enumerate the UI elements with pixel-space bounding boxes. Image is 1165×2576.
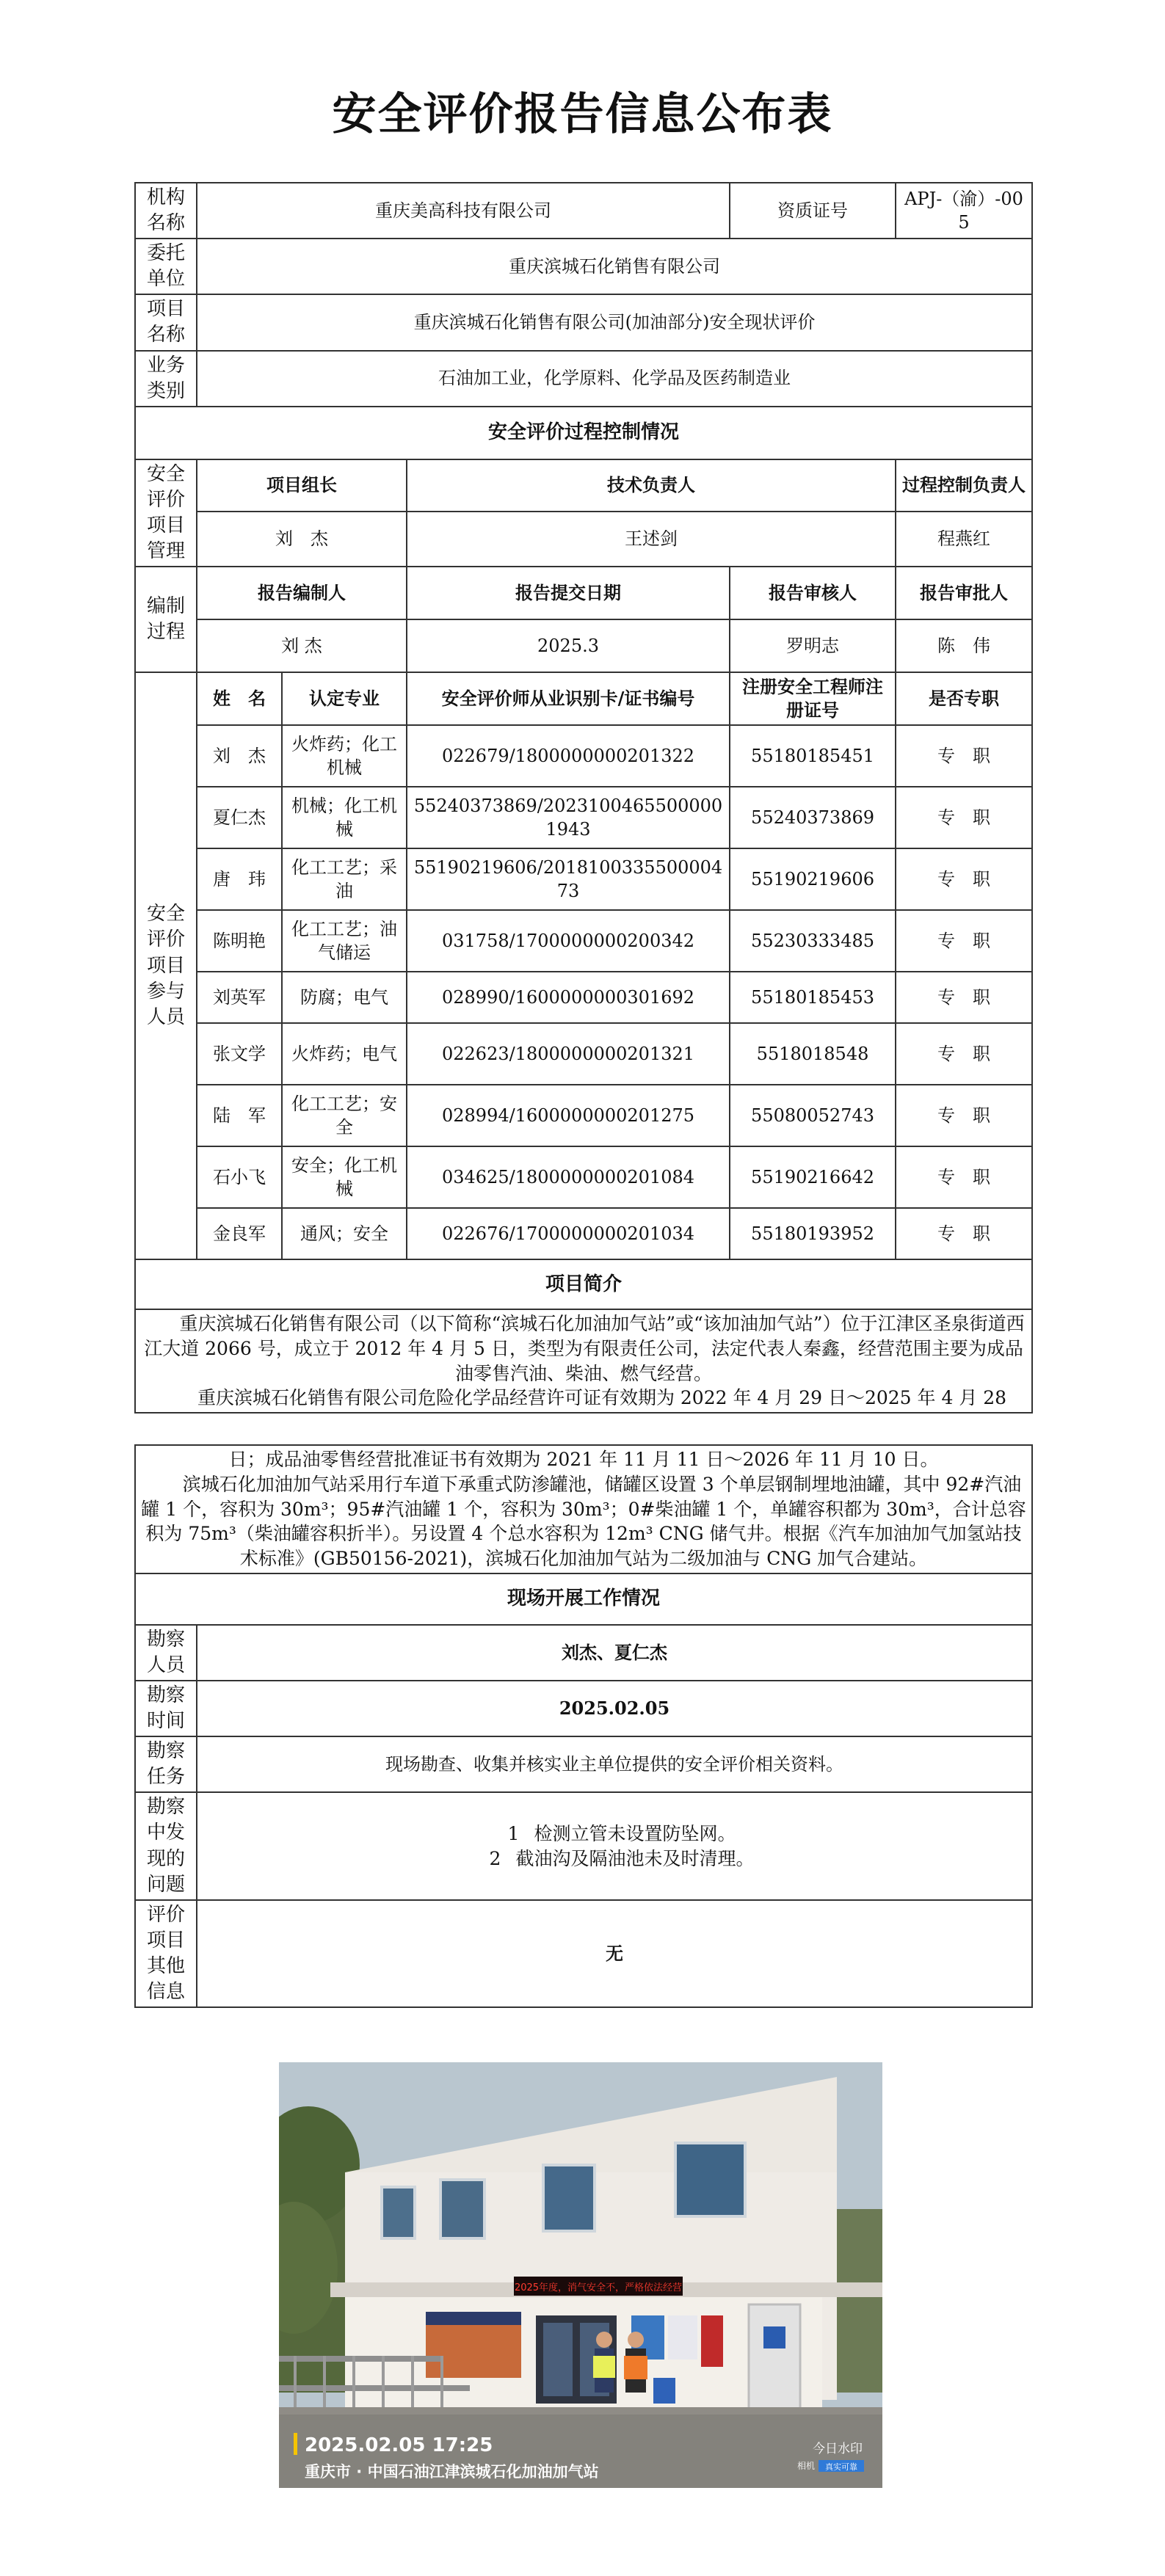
staff-reg: 55180185451	[730, 725, 896, 787]
table-row	[135, 848, 1032, 910]
photo-timestamp: 2025.02.05 17:25	[305, 2434, 493, 2456]
prep-header-approver: 报告审批人	[896, 567, 1032, 619]
staff-major: 机械；化工机械	[282, 787, 407, 848]
intro-paragraph-1: 重庆滨城石化销售有限公司（以下简称“滨城石化加油加气站”或“该加油加气站”）位于江津区圣泉街道西江大道 2066 号，成立于 2012 年 4 月 5 日，类型为有限责任公司，法定代表人秦鑫，经营范围主要为成品油零售汽油、柴油、燃气经营。	[144, 1313, 1025, 1384]
survey-time-value: 2025.02.05	[197, 1681, 1032, 1736]
staff-name: 石小飞	[197, 1146, 282, 1208]
report-info-table-page1	[134, 182, 1033, 1413]
intro-title: 项目简介	[135, 1259, 1032, 1309]
survey-task-value: 现场勘查、收集并核实业主单位提供的安全评价相关资料。	[197, 1736, 1032, 1792]
staff-name: 陈明艳	[197, 910, 282, 972]
client-label: 委托单位	[135, 239, 197, 294]
staff-card: 022623/1800000000201321	[407, 1023, 730, 1085]
mgmt-header-tech: 技术负责人	[407, 459, 896, 512]
staff-card: 028990/1600000000301692	[407, 972, 730, 1023]
table-row	[135, 910, 1032, 972]
surveyors-label: 勘察人员	[135, 1625, 197, 1681]
photo-location: 重庆市 · 中国石油江津滨城石化加油加气站	[305, 2463, 599, 2481]
staff-header-card: 安全评价师从业识别卡/证书编号	[407, 672, 730, 725]
staff-reg: 55180193952	[730, 1208, 896, 1259]
project-label: 项目名称	[135, 294, 197, 350]
staff-card: 031758/1700000000200342	[407, 910, 730, 972]
staff-major: 火炸药；电气	[282, 1023, 407, 1085]
prep-header-author: 报告编制人	[197, 567, 407, 619]
watermark-brand: 今日水印	[813, 2442, 863, 2456]
table-row	[135, 787, 1032, 848]
prep-label: 编制过程	[135, 567, 197, 672]
staff-major: 化工工艺；安全	[282, 1085, 407, 1146]
fieldwork-title: 现场开展工作情况	[135, 1573, 1032, 1625]
issues-list	[197, 1792, 1032, 1899]
list-item	[202, 1822, 1027, 1847]
issues-label: 勘察中发现的问题	[135, 1792, 197, 1899]
table-row	[135, 1146, 1032, 1208]
staff-major: 化工工艺；油气储运	[282, 910, 407, 972]
staff-reg: 55240373869	[730, 787, 896, 848]
staff-fulltime: 专 职	[896, 787, 1032, 848]
staff-fulltime: 专 职	[896, 1208, 1032, 1259]
staff-label: 安全评价项目参与人员	[135, 672, 197, 1259]
issue-text: 检测立管未设置防坠网。	[534, 1822, 736, 1844]
staff-fulltime: 专 职	[896, 725, 1032, 787]
staff-header-name: 姓 名	[197, 672, 282, 725]
table-row	[135, 725, 1032, 787]
mgmt-header-leader: 项目组长	[197, 459, 407, 512]
table-row	[135, 1085, 1032, 1146]
staff-card: 022679/1800000000201322	[407, 725, 730, 787]
intro-text-page2	[135, 1445, 1032, 1573]
issue-number: 2	[489, 1847, 501, 1869]
staff-name: 张文学	[197, 1023, 282, 1085]
mgmt-header-process: 过程控制负责人	[896, 459, 1032, 512]
cert-label: 资质证号	[730, 183, 896, 239]
intro-paragraph-2: 重庆滨城石化销售有限公司危险化学品经营许可证有效期为 2022 年 4 月 29 日～2025 年 4 月 28	[197, 1387, 1007, 1409]
business-label: 业务类别	[135, 351, 197, 407]
table-row	[135, 1023, 1032, 1085]
staff-card: 55240373869/20231004655000001943	[407, 787, 730, 848]
staff-major: 防腐；电气	[282, 972, 407, 1023]
staff-reg: 55190216642	[730, 1146, 896, 1208]
staff-major: 火炸药；化工机械	[282, 725, 407, 787]
cert-value: APJ-（渝）-005	[896, 183, 1032, 239]
project-value: 重庆滨城石化销售有限公司(加油部分)安全现状评价	[197, 294, 1032, 350]
client-value: 重庆滨城石化销售有限公司	[197, 239, 1032, 294]
issue-number: 1	[507, 1822, 520, 1844]
table-row	[135, 972, 1032, 1023]
prep-header-reviewer: 报告审核人	[730, 567, 896, 619]
staff-card: 55190219606/201810033550000473	[407, 848, 730, 910]
mgmt-tech: 王述剑	[407, 512, 896, 567]
staff-header-fulltime: 是否专职	[896, 672, 1032, 725]
mgmt-label: 安全评价项目管理	[135, 459, 197, 567]
staff-header-major: 认定专业	[282, 672, 407, 725]
staff-major: 化工工艺；采油	[282, 848, 407, 910]
staff-fulltime: 专 职	[896, 972, 1032, 1023]
intro-text-page1	[135, 1309, 1032, 1413]
staff-name: 唐 玮	[197, 848, 282, 910]
staff-reg: 55080052743	[730, 1085, 896, 1146]
intro-paragraph-3: 日；成品油零售经营批准证书有效期为 2021 年 11 月 11 日～2026 年 11 月 10 日。	[228, 1449, 939, 1470]
mgmt-process: 程燕红	[896, 512, 1032, 567]
issue-text: 截油沟及隔油池未及时清理。	[515, 1847, 755, 1869]
watermark-badge: 真实可靠	[825, 2462, 857, 2472]
staff-fulltime: 专 职	[896, 910, 1032, 972]
staff-major: 通风；安全	[282, 1208, 407, 1259]
other-info-value: 无	[197, 1900, 1032, 2007]
org-label: 机构名称	[135, 183, 197, 239]
prep-date: 2025.3	[407, 619, 730, 672]
staff-card: 028994/1600000000201275	[407, 1085, 730, 1146]
staff-reg: 55190219606	[730, 848, 896, 910]
site-photo	[279, 2062, 882, 2488]
staff-name: 夏仁杰	[197, 787, 282, 848]
org-value: 重庆美高科技有限公司	[197, 183, 730, 239]
staff-header-reg: 注册安全工程师注册证号	[730, 672, 896, 725]
report-info-table-page2	[134, 1444, 1033, 2008]
staff-reg: 55230333485	[730, 910, 896, 972]
staff-name: 陆 军	[197, 1085, 282, 1146]
prep-author: 刘 杰	[197, 619, 407, 672]
staff-card: 034625/1800000000201084	[407, 1146, 730, 1208]
staff-name: 刘英军	[197, 972, 282, 1023]
surveyors-value: 刘杰、夏仁杰	[197, 1625, 1032, 1681]
staff-fulltime: 专 职	[896, 1023, 1032, 1085]
other-info-label: 评价项目其他信息	[135, 1900, 197, 2007]
staff-name: 金良军	[197, 1208, 282, 1259]
process-section-title: 安全评价过程控制情况	[135, 407, 1032, 459]
prep-approver: 陈 伟	[896, 619, 1032, 672]
mgmt-leader: 刘 杰	[197, 512, 407, 567]
business-value: 石油加工业，化学原料、化学品及医药制造业	[197, 351, 1032, 407]
page-title: 安全评价报告信息公布表	[332, 89, 833, 140]
survey-time-label: 勘察时间	[135, 1681, 197, 1736]
staff-fulltime: 专 职	[896, 1146, 1032, 1208]
led-banner-text: 2025年度，消气安全不，严格依法经营	[514, 2282, 683, 2293]
watermark-sub: 相机	[796, 2461, 815, 2471]
prep-reviewer: 罗明志	[730, 619, 896, 672]
staff-name: 刘 杰	[197, 725, 282, 787]
staff-fulltime: 专 职	[896, 1085, 1032, 1146]
staff-reg: 55180185453	[730, 972, 896, 1023]
prep-header-date: 报告提交日期	[407, 567, 730, 619]
staff-fulltime: 专 职	[896, 848, 1032, 910]
intro-paragraph-4: 滨城石化加油加气站采用行车道下承重式防渗罐池，储罐区设置 3 个单层钢制埋地油罐，其中 92#汽油罐 1 个，容积为 30m³；95#汽油罐 1 个，容积为 30m³；0#柴油罐 1 个，单罐容积都为 30m³，合计总容积为 75m³（柴油罐容积折半）。另设置 4 个总水容积为 12m³ CNG 储气井。根据《汽车加油加气加氢站技术标准》(GB50156-2021)，滨城石化加油加气站为二级加油与 CNG 加气合建站。	[141, 1473, 1026, 1569]
staff-card: 022676/1700000000201034	[407, 1208, 730, 1259]
survey-task-label: 勘察任务	[135, 1736, 197, 1792]
table-row	[135, 1208, 1032, 1259]
staff-reg: 5518018548	[730, 1023, 896, 1085]
staff-major: 安全；化工机械	[282, 1146, 407, 1208]
list-item	[202, 1847, 1027, 1871]
